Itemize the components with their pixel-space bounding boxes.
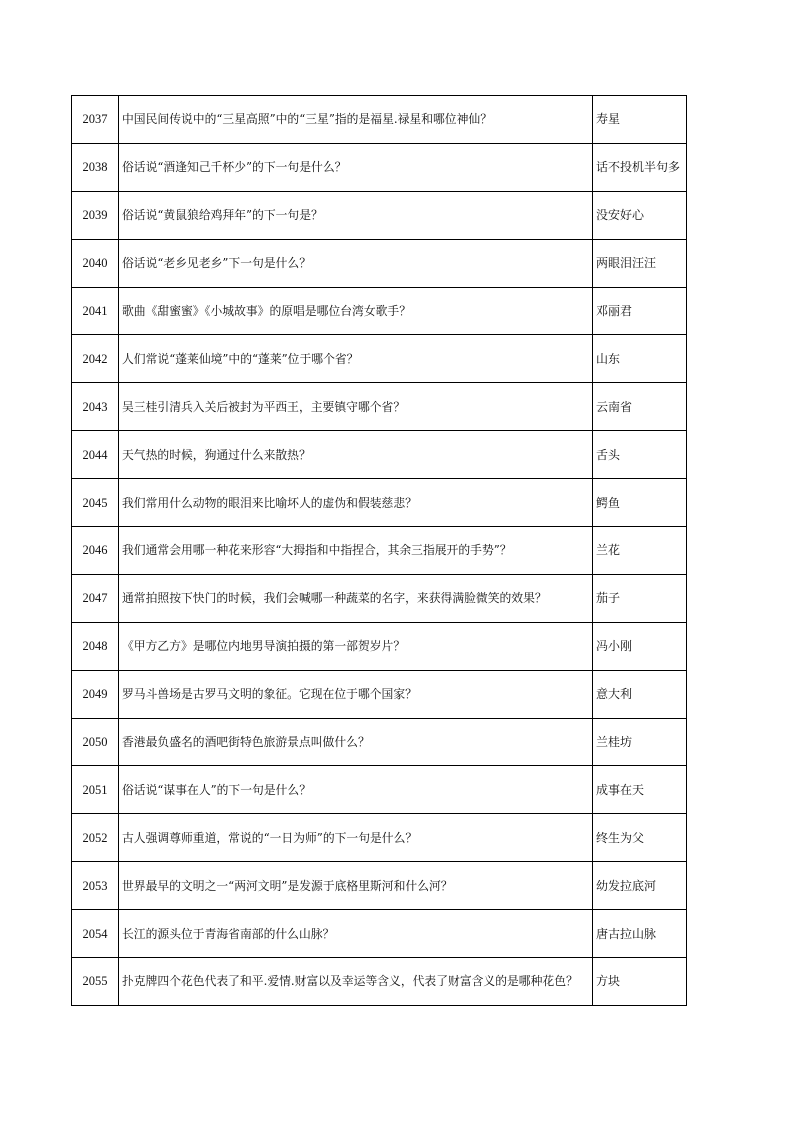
table-row: [72, 383, 687, 431]
answer-text: 方块: [593, 958, 687, 1006]
question-number: 2041: [72, 287, 119, 335]
question-number: 2051: [72, 766, 119, 814]
question-number: 2039: [72, 191, 119, 239]
question-number: 2048: [72, 622, 119, 670]
answer-text: 两眼泪汪汪: [593, 239, 687, 287]
table-row: [72, 574, 687, 622]
table-row: [72, 431, 687, 479]
question-text: 吴三桂引清兵入关后被封为平西王，主要镇守哪个省？: [119, 383, 593, 431]
answer-text: 意大利: [593, 670, 687, 718]
question-number: 2047: [72, 574, 119, 622]
answer-text: 话不投机半句多: [593, 143, 687, 191]
question-text: 长江的源头位于青海省南部的什么山脉？: [119, 910, 593, 958]
question-number: 2050: [72, 718, 119, 766]
question-number: 2045: [72, 479, 119, 527]
question-number: 2053: [72, 862, 119, 910]
answer-text: 冯小刚: [593, 622, 687, 670]
question-text: 人们常说“蓬莱仙境”中的“蓬莱”位于哪个省？: [119, 335, 593, 383]
question-number: 2043: [72, 383, 119, 431]
table-row: [72, 766, 687, 814]
answer-text: 终生为父: [593, 814, 687, 862]
table-row: [72, 670, 687, 718]
answer-text: 没安好心: [593, 191, 687, 239]
answer-text: 兰桂坊: [593, 718, 687, 766]
question-text: 我们常用什么动物的眼泪来比喻坏人的虚伪和假装慈悲？: [119, 479, 593, 527]
question-text: 中国民间传说中的“三星高照”中的“三星”指的是福星.禄星和哪位神仙？: [119, 96, 593, 144]
question-number: 2042: [72, 335, 119, 383]
table-row: [72, 622, 687, 670]
answer-text: 云南省: [593, 383, 687, 431]
table-row: [72, 239, 687, 287]
table-row: [72, 958, 687, 1006]
question-text: 扑克牌四个花色代表了和平.爱情.财富以及幸运等含义，代表了财富含义的是哪种花色？: [119, 958, 593, 1006]
qa-table-body: [72, 96, 687, 1006]
question-number: 2052: [72, 814, 119, 862]
table-row: [72, 718, 687, 766]
answer-text: 幼发拉底河: [593, 862, 687, 910]
question-text: 天气热的时候，狗通过什么来散热？: [119, 431, 593, 479]
answer-text: 茄子: [593, 574, 687, 622]
question-text: 俗话说“黄鼠狼给鸡拜年”的下一句是？: [119, 191, 593, 239]
question-text: 世界最早的文明之一“两河文明”是发源于底格里斯河和什么河？: [119, 862, 593, 910]
question-number: 2055: [72, 958, 119, 1006]
table-row: [72, 287, 687, 335]
answer-text: 唐古拉山脉: [593, 910, 687, 958]
question-number: 2054: [72, 910, 119, 958]
question-number: 2038: [72, 143, 119, 191]
question-text: 罗马斗兽场是古罗马文明的象征。它现在位于哪个国家？: [119, 670, 593, 718]
answer-text: 寿星: [593, 96, 687, 144]
question-text: 俗话说“老乡见老乡”下一句是什么？: [119, 239, 593, 287]
table-row: [72, 910, 687, 958]
answer-text: 舌头: [593, 431, 687, 479]
answer-text: 鳄鱼: [593, 479, 687, 527]
question-text: 我们通常会用哪一种花来形容“大拇指和中指捏合，其余三指展开的手势”？: [119, 527, 593, 575]
question-number: 2044: [72, 431, 119, 479]
question-text: 古人强调尊师重道，常说的“一日为师”的下一句是什么？: [119, 814, 593, 862]
table-row: [72, 862, 687, 910]
question-text: 通常拍照按下快门的时候，我们会喊哪一种蔬菜的名字，来获得满脸微笑的效果？: [119, 574, 593, 622]
answer-text: 邓丽君: [593, 287, 687, 335]
question-number: 2049: [72, 670, 119, 718]
question-text: 《甲方乙方》是哪位内地男导演拍摄的第一部贺岁片？: [119, 622, 593, 670]
answer-text: 成事在天: [593, 766, 687, 814]
table-row: [72, 527, 687, 575]
table-row: [72, 335, 687, 383]
table-row: [72, 96, 687, 144]
table-row: [72, 479, 687, 527]
answer-text: 兰花: [593, 527, 687, 575]
question-text: 俗话说“谋事在人”的下一句是什么？: [119, 766, 593, 814]
table-row: [72, 814, 687, 862]
qa-table: [71, 95, 687, 1006]
question-text: 香港最负盛名的酒吧街特色旅游景点叫做什么？: [119, 718, 593, 766]
question-text: 歌曲《甜蜜蜜》《小城故事》的原唱是哪位台湾女歌手？: [119, 287, 593, 335]
question-number: 2037: [72, 96, 119, 144]
table-row: [72, 191, 687, 239]
question-text: 俗话说“酒逢知己千杯少”的下一句是什么？: [119, 143, 593, 191]
answer-text: 山东: [593, 335, 687, 383]
table-row: [72, 143, 687, 191]
question-number: 2046: [72, 527, 119, 575]
question-number: 2040: [72, 239, 119, 287]
